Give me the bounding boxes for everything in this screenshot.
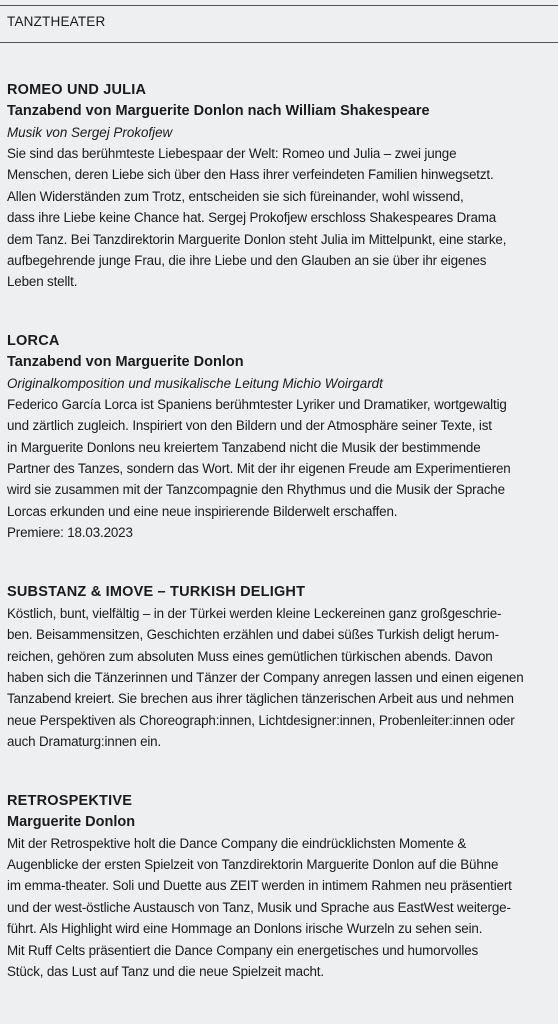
event-subtitle: Tanzabend von Marguerite Donlon	[7, 353, 244, 370]
description-line: Augenblicke der ersten Spielzeit von Tanzdirektorin Marguerite Donlon auf die Bühne	[7, 856, 499, 872]
event-credit: Musik von Sergej Prokofjew	[7, 125, 173, 140]
description-line: Lorcas erkunden und eine neue inspirierende Bilderwelt erschaffen.	[7, 503, 398, 519]
event-retrospektive	[7, 791, 552, 983]
section-rule	[0, 42, 558, 43]
description-line: in Marguerite Donlons neu kreiertem Tanzabend nicht die Musik der bestimmende	[7, 439, 481, 455]
description-line: Partner des Tanzes, sondern das Wort. Mit der ihr eigenen Freude am Experimentieren	[7, 461, 511, 477]
description-line: auch Dramaturg:innen ein.	[7, 734, 162, 750]
description-line: aufbegehrende junge Frau, die ihre Liebe und den Glauben an sie über ihr eigenes	[7, 253, 487, 269]
description-line: Mit Ruff Celts präsentiert die Dance Company ein energetisches und humorvolles	[7, 942, 479, 958]
description-line: reichen, gehören zum absoluten Muss eines gemütlichen türkischen abends. Davon	[7, 648, 493, 664]
event-turkish-delight	[7, 582, 552, 753]
description-line: Allen Widerständen zum Trotz, entscheiden sie sich füreinander, wohl wissend,	[7, 188, 464, 204]
event-list	[7, 80, 552, 982]
premiere-date: Premiere: 18.03.2023	[7, 525, 133, 541]
description-line: dem Tanz. Bei Tanzdirektorin Marguerite Donlon steht Julia im Mittelpunkt, eine starke,	[7, 231, 507, 247]
event-subtitle: Marguerite Donlon	[7, 813, 136, 830]
section-label: TANZTHEATER	[7, 14, 106, 29]
description-line: und der west-östliche Austausch von Tanz, Musik und Sprache aus EastWest weiterge-	[7, 899, 511, 915]
description-line: haben sich die Tänzerinnen und Tänzer der Company anregen lassen und einen eigenen	[7, 669, 524, 685]
event-romeo-und-julia	[7, 80, 552, 293]
description-line: ben. Beisammensitzen, Geschichten erzählen und dabei süßes Turkish deligt herum-	[7, 627, 499, 643]
event-subtitle: Tanzabend von Marguerite Donlon nach William Shakespeare	[7, 103, 430, 119]
description-line: Menschen, deren Liebe sich über den Hass ihrer verfeindeten Familien hinwegsetzt.	[7, 167, 494, 183]
event-lorca	[7, 331, 552, 544]
event-title: RETROSPEKTIVE	[7, 792, 133, 809]
description-line: im emma-theater. Soli und Duette aus ZEIT werden in intimem Rahmen neu präsentiert	[7, 878, 512, 894]
description-line: und zärtlich zugleich. Inspiriert von den Bildern und der Atmosphäre seiner Texte, ist	[7, 418, 492, 434]
event-credit: Originalkomposition und musikalische Leitung Michio Woirgardt	[7, 375, 383, 391]
top-rule	[0, 5, 558, 6]
description-line: Mit der Retrospektive holt die Dance Company die eindrücklichsten Momente &	[7, 835, 467, 851]
description-line: Leben stellt.	[7, 274, 78, 290]
description-line: führt. Als Highlight wird eine Hommage an Donlons irische Wurzeln zu sehen sein.	[7, 921, 483, 937]
description-line: dass ihre Liebe keine Chance hat. Sergej Prokofjew erschloss Shakespeares Drama	[7, 210, 497, 226]
description-line: Stück, das Lust auf Tanz und die neue Spielzeit macht.	[7, 963, 324, 979]
event-title: ROMEO UND JULIA	[7, 82, 147, 98]
description-line: neue Perspektiven als Choreograph:innen, Lichtdesigner:innen, Probenleiter:innen oder	[7, 712, 515, 728]
description-line: Sie sind das berühmteste Liebespaar der Welt: Romeo und Julia – zwei junge	[7, 146, 457, 161]
description-line: Federico García Lorca ist Spaniens berühmtester Lyriker und Dramatiker, wortgewaltig	[7, 396, 507, 412]
description-line: Köstlich, bunt, vielfältig – in der Türkei werden kleine Leckereinen ganz großgeschrie-	[7, 605, 502, 621]
description-line: Tanzabend kreiert. Sie brechen aus ihrer täglichen tänzerischen Arbeit aus und nehmen	[7, 691, 514, 707]
description-line: wird sie zusammen mit der Tanzcompagnie den Rhythmus und die Musik der Sprache	[7, 482, 505, 498]
event-title: LORCA	[7, 332, 60, 349]
event-title: SUBSTANZ & IMOVE – TURKISH DELIGHT	[7, 583, 306, 600]
